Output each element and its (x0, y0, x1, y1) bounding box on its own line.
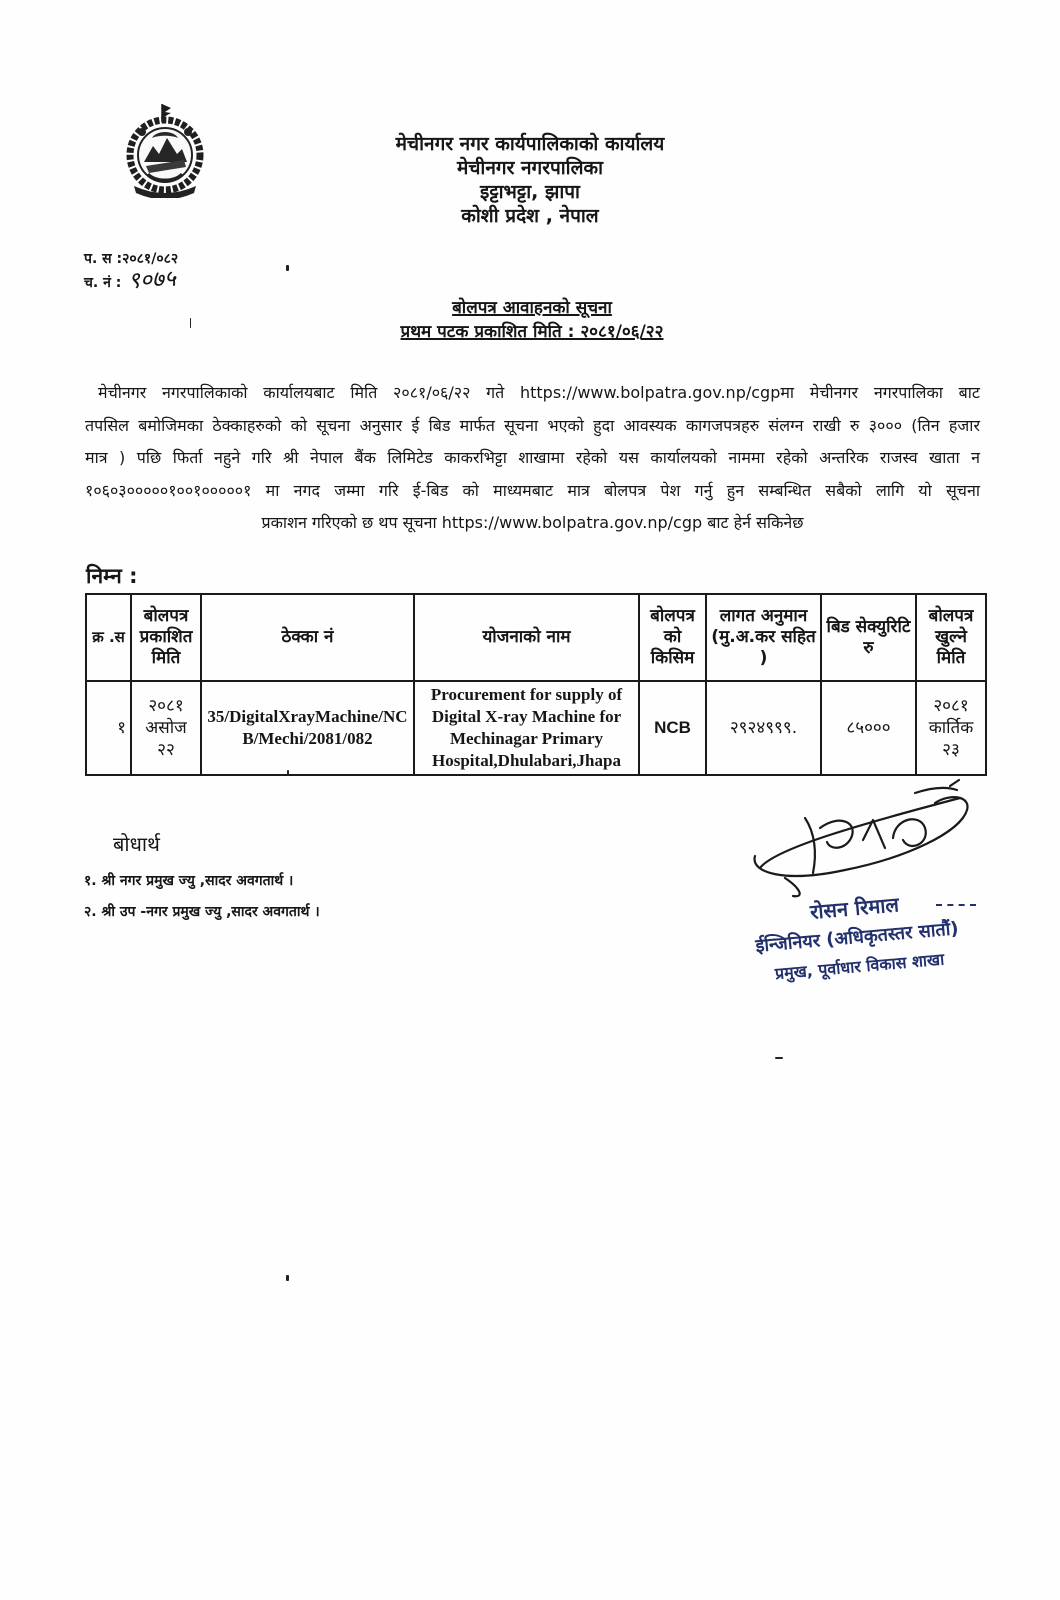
municipality-name: मेचीनगर नगरपालिका (456, 157, 604, 179)
table-header-row (86, 594, 986, 681)
office-header (330, 132, 730, 228)
header-published-date: बोलपत्र प्रकाशित मिति (131, 594, 201, 681)
cell-serial-no: १ (86, 681, 131, 775)
body-line: मात्र ) पछि फिर्ता नहुने गरि श्री नेपाल बैंक लिमिटेड काकरभिट्टा शाखामा रहेको यस कार्यालयको नाममा रहेको अन्तरिक राजस्व खाता न (85, 448, 980, 467)
header-serial-no: क्र .स (86, 594, 131, 681)
body-line: प्रकाशन गरिएको छ थप सूचना https://www.bolpatra.gov.np/cgp बाट हेर्न सकिनेछ (261, 513, 804, 532)
nepal-emblem-icon (122, 102, 208, 198)
cc-item: १. श्री नगर प्रमुख ज्यु ,सादर अवगतार्थ । (84, 873, 294, 889)
header-project-name: योजनाको नाम (414, 594, 639, 681)
body-line: १०६०३०००००१००१०००००१ मा नगद जम्मा गरि ई-बिड को माध्यमबाट मात्र बोलपत्र पेश गर्नु हुन सम्बन्धित सबैको लागि यो सूचना (85, 480, 980, 500)
cc-heading: बोधार्थ (113, 832, 160, 856)
header-bid-type: बोलपत्र को किसिम (639, 594, 706, 681)
scan-mark (775, 1057, 783, 1059)
cell-project-name: Procurement for supply of Digital X-ray Machine for Mechinagar Primary Hospital,Dhulabari,Jhapa (414, 681, 639, 775)
dispatch-number-handwritten: ९०७५ (127, 265, 177, 295)
notice-title-block (300, 296, 764, 344)
cell-bid-type: NCB (639, 681, 706, 775)
dispatch-number-row (84, 265, 178, 295)
scan-mark (286, 265, 289, 271)
signatory-name: रोसन रिमाल (809, 892, 900, 924)
cell-bid-security: ८५००० (821, 681, 916, 775)
scan-mark (287, 770, 289, 776)
table-heading: निम्न : (86, 564, 138, 588)
office-name: मेचीनगर नगर कार्यपालिकाको कार्यालय (395, 133, 665, 155)
body-line: तपसिल बमोजिमका ठेक्काहरुको को सूचना अनुसार ई बिड मार्फत सूचना भएको हुदा आवस्यक कागजपत्रहरु संलग्न राखी रु ३००० (तिन हजार (85, 415, 980, 435)
cc-list (84, 866, 320, 928)
letter-number: प. स :२०८१/०८२ (84, 251, 179, 267)
header-bid-security: बिड सेक्युरिटि रु (821, 594, 916, 681)
header-cost-estimate: लागत अनुमान (मु.अ.कर सहित ) (706, 594, 821, 681)
header-opening-date: बोलपत्र खुल्ने मिति (916, 594, 986, 681)
office-address: इट्टाभट्टा, झापा (480, 181, 580, 203)
scan-mark (190, 318, 191, 328)
office-province: कोशी प्रदेश , नेपाल (461, 205, 599, 227)
cell-opening-date: २०८१ कार्तिक २३ (916, 681, 986, 775)
dispatch-label: च. नं : (84, 275, 122, 291)
notice-title: बोलपत्र आवाहनको सूचना (452, 298, 612, 318)
cc-item: २. श्री उप -नगर प्रमुख ज्यु ,सादर अवगतार्थ । (84, 904, 320, 920)
reference-block (84, 249, 178, 294)
tender-table (85, 593, 987, 776)
notice-published-date: प्रथम पटक प्रकाशित मिति : २०८१/०६/२२ (400, 322, 664, 342)
body-line: मेचीनगर नगरपालिकाको कार्यालयबाट मिति २०८१/०६/२२ गते https://www.bolpatra.gov.np/cgpमा मेचीनगर नगरपालिका बाट (98, 383, 980, 402)
signatory-designation: ईन्जिनियर (अधिकृतस्तर सातौं) (754, 918, 960, 957)
notice-body (85, 377, 980, 540)
cell-cost-estimate: २९२४९९९. (706, 681, 821, 775)
signature-icon (745, 778, 975, 903)
table-row (86, 681, 986, 775)
scan-mark (286, 1275, 289, 1281)
signatory-department: प्रमुख, पूर्वाधार विकास शाखा (774, 949, 945, 984)
header-contract-no: ठेक्का नं (201, 594, 414, 681)
cell-contract-no: 35/DigitalXrayMachine/NCB/Mechi/2081/082 (201, 681, 414, 775)
cell-published-date: २०८१ असोज २२ (131, 681, 201, 775)
